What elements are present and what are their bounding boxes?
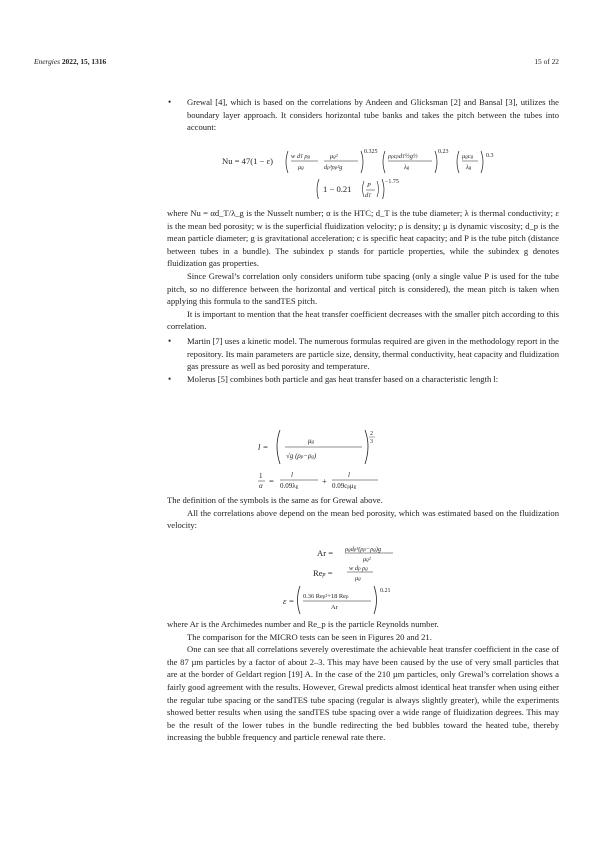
svg-text:Ar: Ar — [331, 604, 338, 611]
eq-ar-lhs: Ar = — [317, 548, 334, 558]
svg-text:μg: μg — [298, 164, 304, 171]
svg-text:μg²: μg² — [363, 556, 371, 563]
bullet-martin: • Martin [7] uses a kinetic model. The numerous formulas required are given in the methodology report in the repository. Its main parameters are particle size, density, thermal conductivity, heat capacity and fluidization gas pressure as well as bed porosity and temperature. — [167, 335, 559, 373]
svg-text:ρgdp³(ρp−ρg)g: ρgdp³(ρp−ρg)g — [345, 546, 382, 553]
eq-eps-lhs: ε = — [283, 596, 295, 606]
svg-text:0.09cpμg: 0.09cpμg — [332, 482, 357, 490]
svg-text:l: l — [348, 471, 350, 479]
bullet-molerus: • Molerus [5] combines both particle and gas heat transfer based on a characteristic length l: — [167, 373, 559, 386]
eq-term4: 1 − 0.21 — [323, 184, 352, 194]
svg-text:ρpcpdT½g½: ρpcpdT½g½ — [388, 153, 418, 160]
svg-text:√g (ρp−ρg): √g (ρp−ρg) — [286, 452, 317, 460]
grewal-explanation — [167, 207, 559, 385]
bullet-grewal: • Grewal [4], which is based on the correlations by Andeen and Glicksman [2] and Bansal [3], utilizes the boundary layer approach. It considers horizontal tube banks and takes the pitch between the tubes into account: — [167, 96, 559, 134]
svg-text:=: = — [269, 476, 274, 486]
svg-text:dT: dT — [365, 192, 371, 199]
journal-year: 2022, 15, 1316 — [61, 57, 107, 66]
svg-text:λg: λg — [466, 164, 472, 171]
journal-header — [34, 57, 106, 66]
svg-text:μg: μg — [308, 437, 315, 445]
para-symbol-def: The definition of the symbols is the same as for Grewal above. — [167, 495, 383, 505]
journal-name: Energies — [34, 57, 60, 66]
svg-text:μgcg: μgcg — [462, 153, 474, 160]
eq-exp-03: 0.3 — [486, 153, 494, 159]
eq-exp-175: −1.75 — [385, 179, 399, 185]
svg-text:λg: λg — [404, 164, 410, 171]
symbol-definitions — [167, 207, 559, 270]
svg-text:Rep =: Rep = — [313, 568, 333, 578]
symbols-section — [167, 494, 559, 532]
symbol-definitions-text: where Nu = αd_T/λ_g is the Nusselt number; α is the HTC; d_T is the tube diameter; λ is thermal conductivity; ε is the mean bed porosity; w is the superficial fluidization velocity; ρ is density; μ is dynamic viscosity; d_p is the mean particle diameter; g is gravitational acceleration; c is specific heat capacity; and P is the tube pitch (distance between tubes in a bundle). The subindex p stands for particle properties, while the subindex g denotes fluidization gas properties. — [167, 208, 559, 269]
svg-text:μg²: μg² — [330, 153, 338, 160]
svg-text:3: 3 — [370, 439, 373, 445]
para-discussion: One can see that all correlations severely overestimate the achievable heat transfer coefficient in the case of the 87 µm particles by a factor of about 2–3. This may have been caused by the use of very small particles that are at the border of Geldart region [19] A. In the case of the 210 µm particles, only Grewal’s correlation shows a fairly good agreement with the results. However, Grewal predicts almost identical heat transfer when using either the regular tube spacing or the sandTES tube spacing (regular is always slightly greater), while the experiments showed better results when using the sandTES tube spacing over a wide range of fluidization degrees. This may be the result of the lower tubes in the bundle redirecting the bed bubbles toward the heated tube, thereby increasing the bubble frequency and particle renewal rate there. — [167, 644, 559, 743]
svg-text:μg: μg — [355, 575, 361, 582]
grewal-equation — [222, 143, 532, 199]
svg-text:dp³ρp²g: dp³ρp²g — [324, 164, 343, 171]
para-archimedes: where Ar is the Archimedes number and Re_p is the particle Reynolds number. — [167, 619, 439, 629]
para-grewal-spacing: Since Grewal’s correlation only considers uniform tube spacing (only a single value P is used for the tube pitch, so no difference between the horizontal and vertical pitch is considered), the mean pitch is taken when applying this formula to the sandTES pitch. — [167, 270, 559, 307]
conclusion-section — [167, 618, 559, 744]
svg-text:2: 2 — [370, 431, 373, 437]
para-micro-comparison: The comparison for the MICRO tests can be seen in Figures 20 and 21. — [187, 631, 432, 642]
para-porosity: All the correlations above depend on the mean bed porosity, which was estimated based on the fluidization velocity: — [167, 507, 559, 531]
svg-text:w dp ρg: w dp ρg — [349, 565, 368, 572]
svg-text:+: + — [322, 476, 327, 486]
svg-text:w dT ρg: w dT ρg — [291, 153, 311, 160]
eq-exp-021: 0.21 — [380, 588, 391, 594]
svg-text:1: 1 — [259, 472, 263, 480]
para-htc-pitch: It is important to mention that the heat transfer coefficient decreases with the smaller pitch according to this correlation. — [167, 308, 559, 332]
svg-text:P: P — [367, 182, 371, 189]
page-number: 15 of 22 — [534, 57, 559, 66]
eq-grewal-lhs: Nu = 47(1 − ε) — [222, 156, 274, 166]
eq-l-lhs: l = — [258, 442, 269, 452]
molerus-equation — [258, 426, 418, 494]
eq-exp-023: 0.23 — [438, 149, 449, 155]
porosity-equation — [283, 542, 433, 618]
svg-text:0.36 Rep²+18 Rep: 0.36 Rep²+18 Rep — [303, 593, 349, 600]
eq-exp-0325: 0.325 — [364, 149, 378, 155]
svg-text:0.09λg: 0.09λg — [280, 482, 299, 490]
svg-text:l: l — [291, 471, 293, 479]
svg-text:α: α — [259, 482, 263, 490]
grewal-bullet — [167, 96, 559, 134]
